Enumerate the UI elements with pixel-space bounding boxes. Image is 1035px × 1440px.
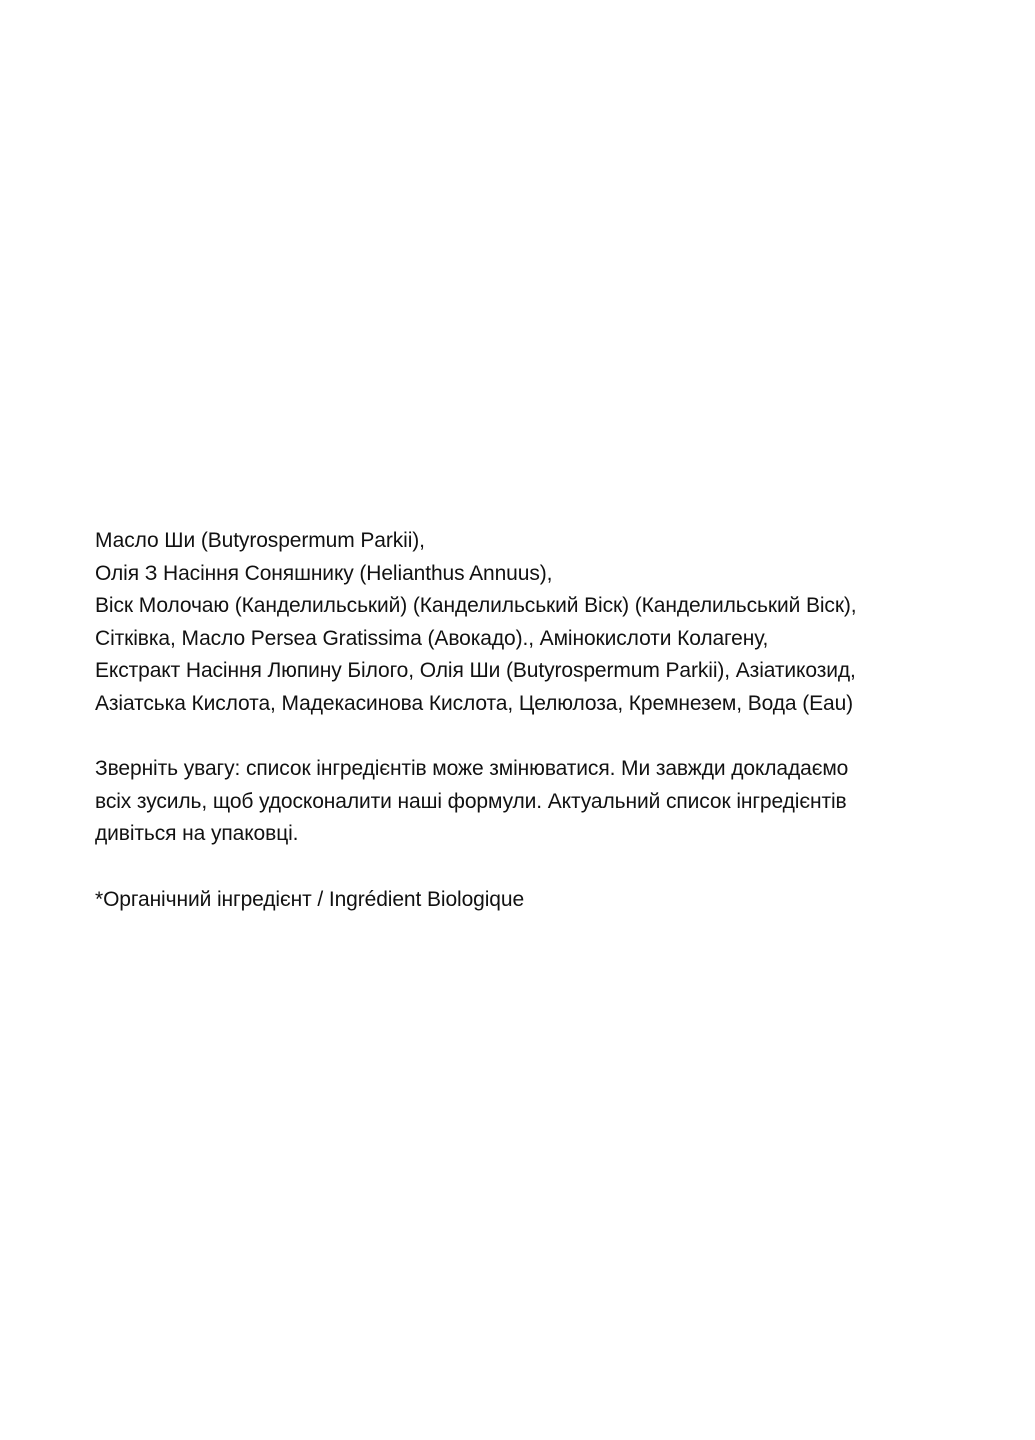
ingredients-line: Масло Ши (Butyrospermum Parkii),: [95, 529, 425, 552]
ingredients-notice: [95, 753, 995, 851]
ingredients-line: Екстракт Насіння Люпину Білого, Олія Ши (Butyrospermum Parkii), Азіатикозид,: [95, 659, 856, 682]
ingredients-line: Олія З Насіння Соняшнику (Helianthus Annuus),: [95, 561, 553, 585]
notice-line: Зверніть увагу: список інгредієнтів може змінюватися. Ми завжди докладаємо: [95, 757, 849, 780]
footnote-text: *Органічний інгредієнт / Ingrédient Biologique: [95, 887, 525, 911]
ingredients-list: [95, 525, 995, 720]
ingredients-line: Азіатська Кислота, Мадекасинова Кислота, Целюлоза, Кремнезем, Вода (Eau): [95, 691, 854, 715]
ingredients-line: Віск Молочаю (Канделильський) (Канделильський Віск) (Канделильський Віск),: [95, 594, 857, 617]
notice-line: дивіться на упаковці.: [95, 822, 299, 845]
notice-line: всіх зусиль, щоб удосконалити наші формули. Актуальний список інгредієнтів: [95, 789, 847, 813]
ingredients-line: Сітківка, Масло Persea Gratissima (Авокадо)., Амінокислоти Колагену,: [95, 626, 769, 650]
organic-footnote: [95, 884, 995, 917]
ingredients-document: [95, 525, 995, 916]
